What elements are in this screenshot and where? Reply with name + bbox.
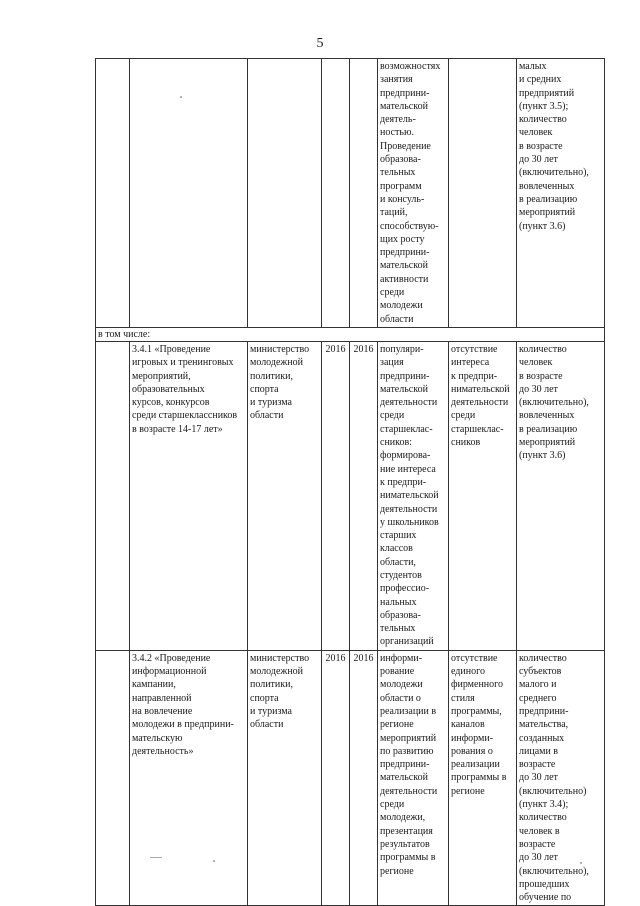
cell-end — [350, 59, 378, 328]
cell-title: 3.4.2 «Проведение информационной кампании, направленной на вовлечение молодежи в предприни- мательскую деятельность» — [130, 650, 248, 906]
cell-consequence: отсутствие единого фирменного стиля программы, каналов информи- рования о реализации программы в регионе — [449, 650, 517, 906]
cell-executor — [248, 59, 322, 328]
cell-goal: возможностях занятия предприни- мательской деятель- ностью. Проведение образова- тельных программ и консуль- таций, способствую- щих росту предприни- мательской активности среди молодежи области — [378, 59, 449, 328]
cell-start: 2016 — [322, 650, 350, 906]
cell-title — [130, 59, 248, 328]
scan-speck — [180, 96, 182, 98]
cell-end: 2016 — [350, 650, 378, 906]
cell-num — [96, 59, 130, 328]
cell-indicator: количество человек в возрасте до 30 лет (включительно), вовлеченных в реализацию мероприятий (пункт 3.6) — [517, 341, 605, 650]
scan-speck — [213, 860, 215, 862]
cell-end: 2016 — [350, 341, 378, 650]
table-row-continued — [96, 59, 605, 328]
scan-mark — [150, 857, 162, 858]
cell-indicator: количество субъектов малого и среднего предприни- мательства, созданных лицами в возрасте до 30 лет (включительно) (пункт 3.4); количество человек в возрасте до 30 лет (включительно), прошедших обучение по — [517, 650, 605, 906]
cell-goal: популяри- зация предприни- мательской деятельности среди старшеклас- сников: формирова- ние интереса к предпри- нимательской деятельности у школьников старших классов области, студентов профессио- нальных образова- тельных организаций — [378, 341, 449, 650]
cell-executor: министерство молодежной политики, спорта и туризма области — [248, 650, 322, 906]
cell-consequence — [449, 59, 517, 328]
section-row — [96, 327, 605, 341]
measures-table — [95, 58, 605, 906]
cell-consequence: отсутствие интереса к предпри- нимательской деятельности среди старшеклас- сников — [449, 341, 517, 650]
cell-start: 2016 — [322, 341, 350, 650]
cell-num — [96, 341, 130, 650]
table-row-3-4-2 — [96, 650, 605, 906]
cell-indicator: малых и средних предприятий (пункт 3.5); количество человек в возрасте до 30 лет (включительно), вовлеченных в реализацию мероприятий (пункт 3.6) — [517, 59, 605, 328]
scan-speck — [580, 862, 582, 864]
cell-executor: министерство молодежной политики, спорта и туризма области — [248, 341, 322, 650]
section-label: в том числе: — [96, 327, 605, 341]
cell-title: 3.4.1 «Проведение игровых и тренинговых мероприятий, образовательных курсов, конкурсов среди старшеклассников в возрасте 14-17 лет» — [130, 341, 248, 650]
cell-start — [322, 59, 350, 328]
cell-goal: информи- рование молодежи области о реализации в регионе мероприятий по развитию предприни- мательской деятельности среди молодежи, презентация результатов программы в регионе — [378, 650, 449, 906]
page-number: 5 — [316, 36, 324, 51]
table-row-3-4-1 — [96, 341, 605, 650]
cell-num — [96, 650, 130, 906]
